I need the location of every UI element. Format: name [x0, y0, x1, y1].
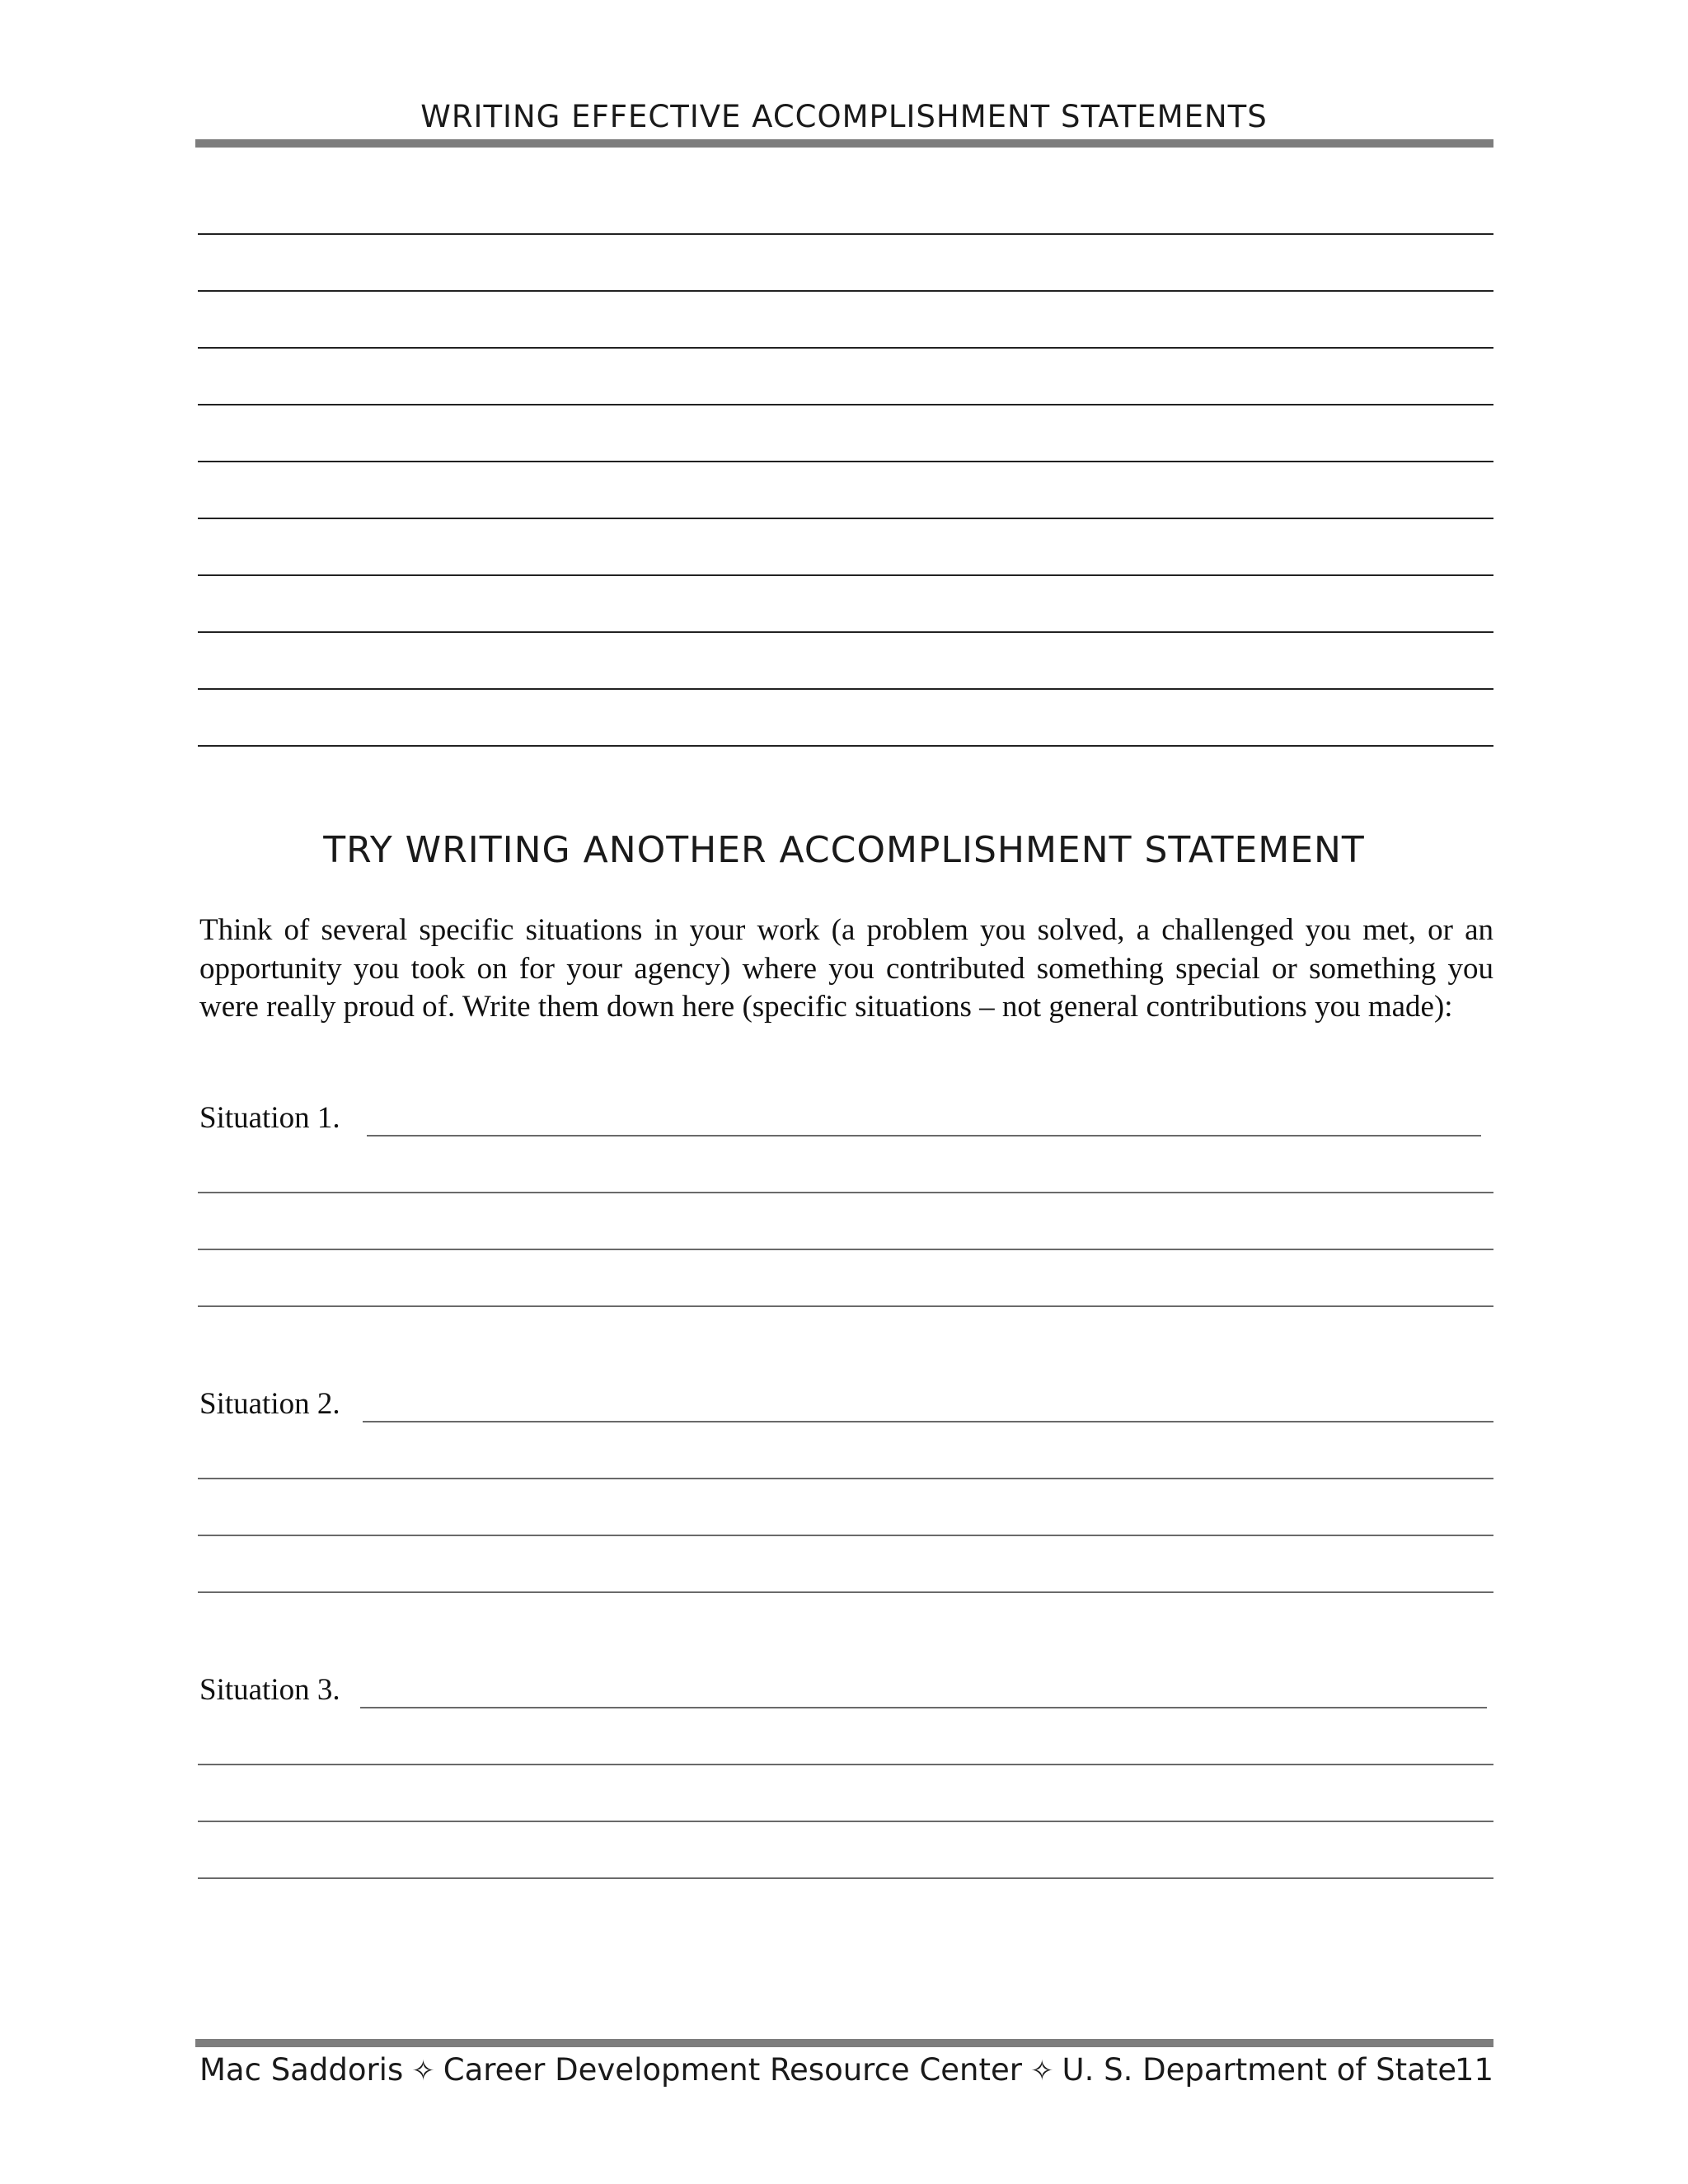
- section-title: TRY WRITING ANOTHER ACCOMPLISHMENT STATEMENT: [323, 829, 1365, 871]
- footer: [199, 2049, 1456, 2093]
- page-header-title: WRITING EFFECTIVE ACCOMPLISHMENT STATEMENTS: [420, 99, 1268, 134]
- situation-answer-line[interactable]: [363, 1421, 1493, 1422]
- writing-line[interactable]: [198, 1192, 1493, 1193]
- writing-line[interactable]: [198, 745, 1493, 747]
- writing-line[interactable]: [198, 461, 1493, 462]
- writing-line[interactable]: [198, 233, 1493, 235]
- writing-line[interactable]: [198, 631, 1493, 633]
- writing-line[interactable]: [198, 1478, 1493, 1479]
- writing-line[interactable]: [198, 1764, 1493, 1765]
- writing-line[interactable]: [198, 1591, 1493, 1593]
- situation-answer-line[interactable]: [367, 1135, 1481, 1137]
- writing-line[interactable]: [198, 1535, 1493, 1536]
- writing-line[interactable]: [198, 290, 1493, 292]
- writing-line[interactable]: [198, 1249, 1493, 1250]
- header-rule: [195, 139, 1493, 148]
- writing-line[interactable]: [198, 574, 1493, 576]
- footer-author: Mac Saddoris: [199, 2052, 404, 2088]
- intro-paragraph: Think of several specific situations in your work (a problem you solved, a challenged you met, or an opportunity you took on for your agency) where you contributed something special or something you were really proud of. Write them down here (specific situations – not general contributions you made):: [199, 913, 1493, 1024]
- writing-line[interactable]: [198, 1877, 1493, 1879]
- footer-rule: [195, 2039, 1493, 2047]
- footer-dept: U. S. Department of State: [1062, 2052, 1457, 2088]
- footer-org: Career Development Resource Center: [443, 2052, 1022, 2088]
- writing-line[interactable]: [198, 404, 1493, 405]
- four-pointed-star-icon: ✧: [411, 2055, 435, 2088]
- writing-line[interactable]: [198, 1305, 1493, 1307]
- writing-line[interactable]: [198, 518, 1493, 519]
- situation-label: Situation 3.: [199, 1673, 340, 1707]
- page-number: 11: [1454, 2052, 1493, 2088]
- writing-line[interactable]: [198, 688, 1493, 690]
- writing-line[interactable]: [198, 347, 1493, 349]
- writing-line[interactable]: [198, 1821, 1493, 1822]
- situation-label: Situation 2.: [199, 1387, 340, 1421]
- situation-label: Situation 1.: [199, 1101, 340, 1135]
- situation-answer-line[interactable]: [360, 1707, 1487, 1708]
- four-pointed-star-icon: ✧: [1029, 2055, 1054, 2088]
